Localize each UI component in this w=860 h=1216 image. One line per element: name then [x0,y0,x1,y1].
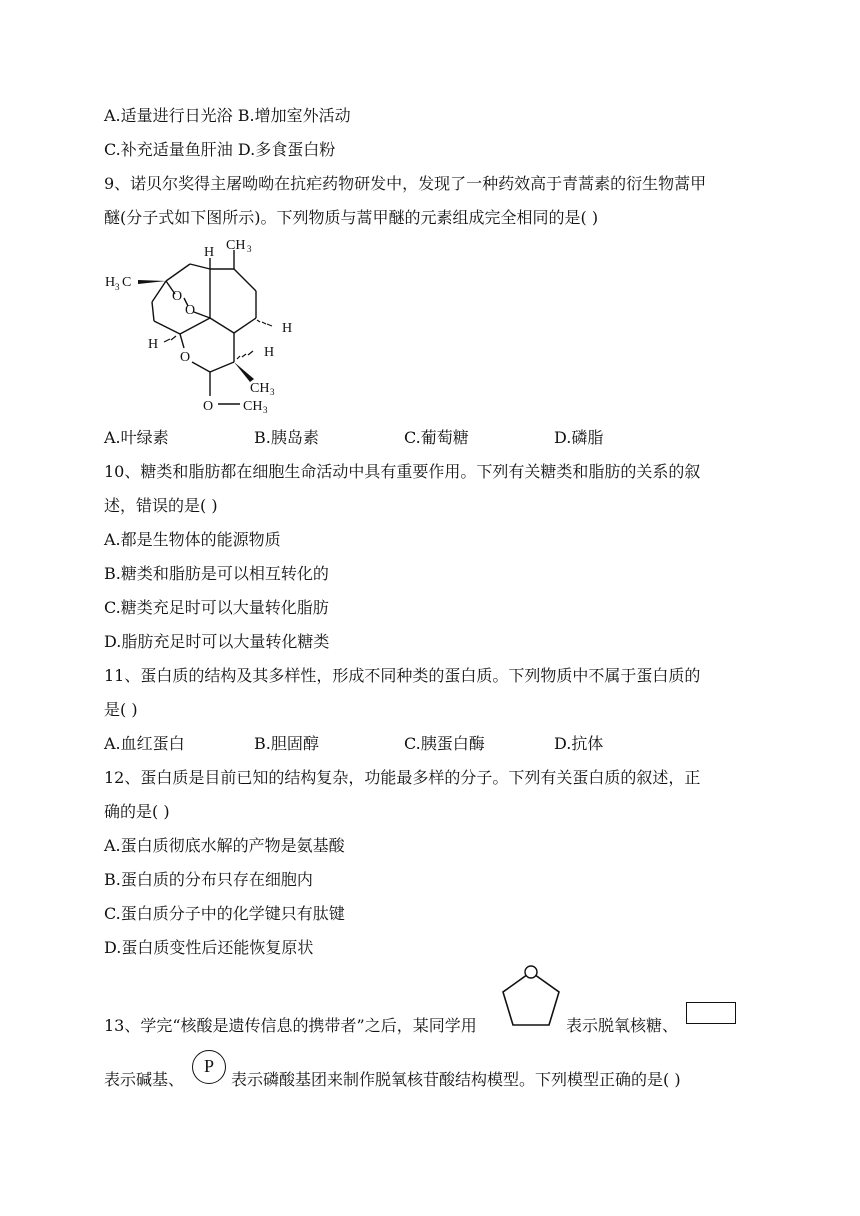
q11-option-b: B.胆固醇 [254,734,319,753]
h3c-label-h: H [105,275,116,290]
q9-option-c: C.葡萄糖 [404,428,469,447]
q11-stem-line-1: 11、蛋白质的结构及其多样性，形成不同种类的蛋白质。下列物质中不属于蛋白质的 [104,666,701,685]
q9-stem-line-2: 醚(分子式如下图所示)。下列物质与蒿甲醚的元素组成完全相同的是( ) [104,208,599,227]
q13-stem-part-1: 13、学完“核酸是遗传信息的携带者”之后，某同学用 [104,1016,477,1035]
deoxyribose-pentagon-symbol [498,962,564,1030]
methoxy-o-label: O [203,399,214,414]
h3c-label-c: C [122,275,132,290]
q12-option-d: D.蛋白质变性后还能恢复原状 [104,938,314,957]
artemether-structure-diagram [100,236,300,420]
q8-options-row-2: C.补充适量鱼肝油 D.多食蛋白粉 [104,140,336,159]
q11-option-a: A.血红蛋白 [104,734,185,753]
ch3-sub-lower: 3 [270,387,275,397]
q10-option-c: C.糖类充足时可以大量转化脂肪 [104,598,329,617]
ch3-label-lower: CH [250,381,270,396]
q11-stem-line-2: 是( ) [104,700,138,719]
h3c-sub: 3 [115,282,120,292]
q12-option-c: C.蛋白质分子中的化学键只有肽键 [104,904,345,923]
peroxide-o-1: O [172,289,183,304]
h-label-top: H [204,245,215,260]
h-label-left: H [148,337,159,352]
q10-option-a: A.都是生物体的能源物质 [104,530,281,549]
q10-option-d: D.脂肪充足时可以大量转化糖类 [104,632,330,651]
q12-option-b: B.蛋白质的分布只存在细胞内 [104,870,313,889]
peroxide-o-2: O [185,303,196,318]
q10-stem-line-1: 10、糖类和脂肪都在细胞生命活动中具有重要作用。下列有关糖类和脂肪的关系的叙 [104,462,701,481]
q12-stem-line-1: 12、蛋白质是目前已知的结构复杂，功能最多样的分子。下列有关蛋白质的叙述，正 [104,768,701,787]
q8-options-row-1: A.适量进行日光浴 B.增加室外活动 [104,106,351,125]
q9-option-a: A.叶绿素 [104,428,169,447]
q9-stem-line-1: 9、诺贝尔奖得主屠呦呦在抗疟药物研发中，发现了一种药效高于青蒿素的衍生物蒿甲 [104,174,707,193]
q11-option-d: D.抗体 [554,734,604,753]
q12-stem-line-2: 确的是( ) [104,802,170,821]
ch3-label-methoxy: CH [243,399,263,414]
q9-option-b: B.胰岛素 [254,428,319,447]
h-label-right: H [282,321,293,336]
h-label-lower: H [264,345,275,360]
phosphate-label: P [203,1056,214,1076]
q11-option-c: C.胰蛋白酶 [404,734,485,753]
ch3-sub-methoxy: 3 [263,405,268,415]
ring-o-label: O [180,350,191,365]
q13-stem-part-3: 表示碱基、 [104,1070,185,1089]
q9-option-d: D.磷脂 [554,428,604,447]
q10-option-b: B.糖类和脂肪是可以相互转化的 [104,564,329,583]
q10-stem-line-2: 述，错误的是( ) [104,496,218,515]
ch3-label-top: CH [226,238,246,253]
q13-stem-part-4: 表示磷酸基团来制作脱氧核苷酸结构模型。下列模型正确的是( ) [231,1070,681,1089]
base-rectangle-symbol [686,1002,736,1024]
q13-stem-part-2: 表示脱氧核糖、 [566,1016,679,1035]
phosphate-circle-symbol [192,1050,226,1084]
ch3-sub-top: 3 [247,244,252,254]
q12-option-a: A.蛋白质彻底水解的产物是氨基酸 [104,836,345,855]
